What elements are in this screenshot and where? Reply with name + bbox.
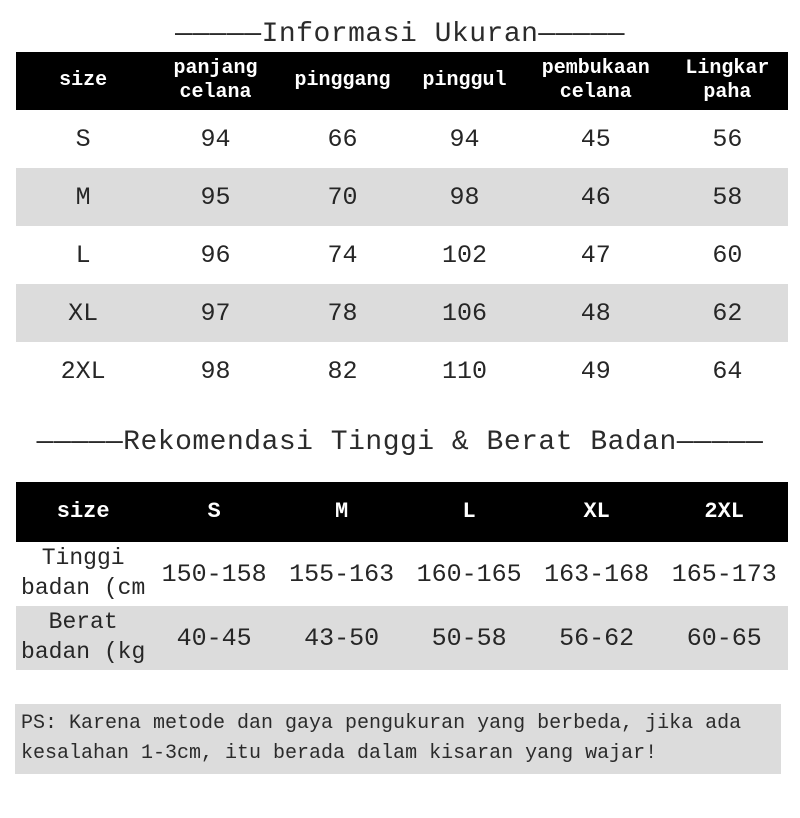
cell-value: 97: [200, 298, 231, 328]
cell-value: 64: [712, 356, 743, 386]
row-label: Berat badan (kg: [21, 609, 146, 665]
cell-value: 98: [449, 182, 480, 212]
weight-row: [16, 606, 788, 670]
header-cell-s: S: [207, 498, 221, 524]
cell-value: 95: [200, 182, 231, 212]
header-cell-size: size: [59, 69, 108, 92]
ps-note: PS: Karena metode dan gaya pengukuran yang berbeda, jika ada kesalahan 1-3cm, itu berada dalam kisaran yang wajar!: [15, 704, 781, 774]
cell-value: 150-158: [161, 559, 267, 589]
size-chart-page: [0, 18, 800, 774]
size-label: L: [75, 240, 91, 270]
header-cell-lingkar-paha: Lingkar paha: [685, 57, 770, 104]
cell-value: 165-173: [671, 559, 777, 589]
cell-value: 60: [712, 240, 743, 270]
header-cell-pinggul: pinggul: [422, 69, 507, 92]
cell-value: 50-58: [431, 623, 507, 653]
cell-value: 49: [580, 356, 611, 386]
cell-value: 58: [712, 182, 743, 212]
cell-value: 46: [580, 182, 611, 212]
cell-value: 40-45: [176, 623, 252, 653]
size-label: 2XL: [60, 356, 106, 386]
cell-value: 78: [327, 298, 358, 328]
size-measurement-table: [16, 52, 788, 400]
height-weight-recommendation-title: —————Rekomendasi Tinggi & Berat Badan—————: [36, 427, 764, 458]
cell-value: 56-62: [559, 623, 635, 653]
height-weight-header-row: [16, 482, 788, 542]
size-table-header-row: [16, 52, 788, 110]
cell-value: 94: [200, 124, 231, 154]
cell-value: 110: [441, 356, 487, 386]
header-cell-panjang-celana: panjang celana: [173, 57, 258, 104]
size-row-s: [16, 110, 788, 168]
size-row-l: [16, 226, 788, 284]
cell-value: 74: [327, 240, 358, 270]
cell-value: 106: [441, 298, 487, 328]
header-cell-size: size: [56, 498, 110, 524]
cell-value: 96: [200, 240, 231, 270]
cell-value: 70: [327, 182, 358, 212]
cell-value: 160-165: [416, 559, 522, 589]
cell-value: 102: [441, 240, 487, 270]
cell-value: 62: [712, 298, 743, 328]
size-row-m: [16, 168, 788, 226]
cell-value: 60-65: [686, 623, 762, 653]
size-info-title: —————Informasi Ukuran—————: [175, 19, 625, 50]
header-cell-pinggang: pinggang: [294, 69, 391, 92]
cell-value: 155-163: [289, 559, 395, 589]
size-label: S: [75, 124, 91, 154]
header-cell-l: L: [462, 498, 476, 524]
size-label: XL: [68, 298, 99, 328]
cell-value: 98: [200, 356, 231, 386]
cell-value: 163-168: [544, 559, 650, 589]
cell-value: 43-50: [304, 623, 380, 653]
header-cell-m: M: [335, 498, 349, 524]
cell-value: 47: [580, 240, 611, 270]
cell-value: 66: [327, 124, 358, 154]
cell-value: 82: [327, 356, 358, 386]
header-cell-2xl: 2XL: [704, 498, 744, 524]
cell-value: 48: [580, 298, 611, 328]
header-cell-xl: XL: [583, 498, 610, 524]
cell-value: 56: [712, 124, 743, 154]
row-label: Tinggi badan (cm: [21, 545, 146, 601]
header-cell-pembukaan-celana: pembukaan celana: [541, 57, 650, 104]
size-row-xl: [16, 284, 788, 342]
height-row: [16, 542, 788, 606]
height-weight-table: [16, 482, 788, 670]
cell-value: 45: [580, 124, 611, 154]
size-row-2xl: [16, 342, 788, 400]
cell-value: 94: [449, 124, 480, 154]
size-label: M: [75, 182, 91, 212]
